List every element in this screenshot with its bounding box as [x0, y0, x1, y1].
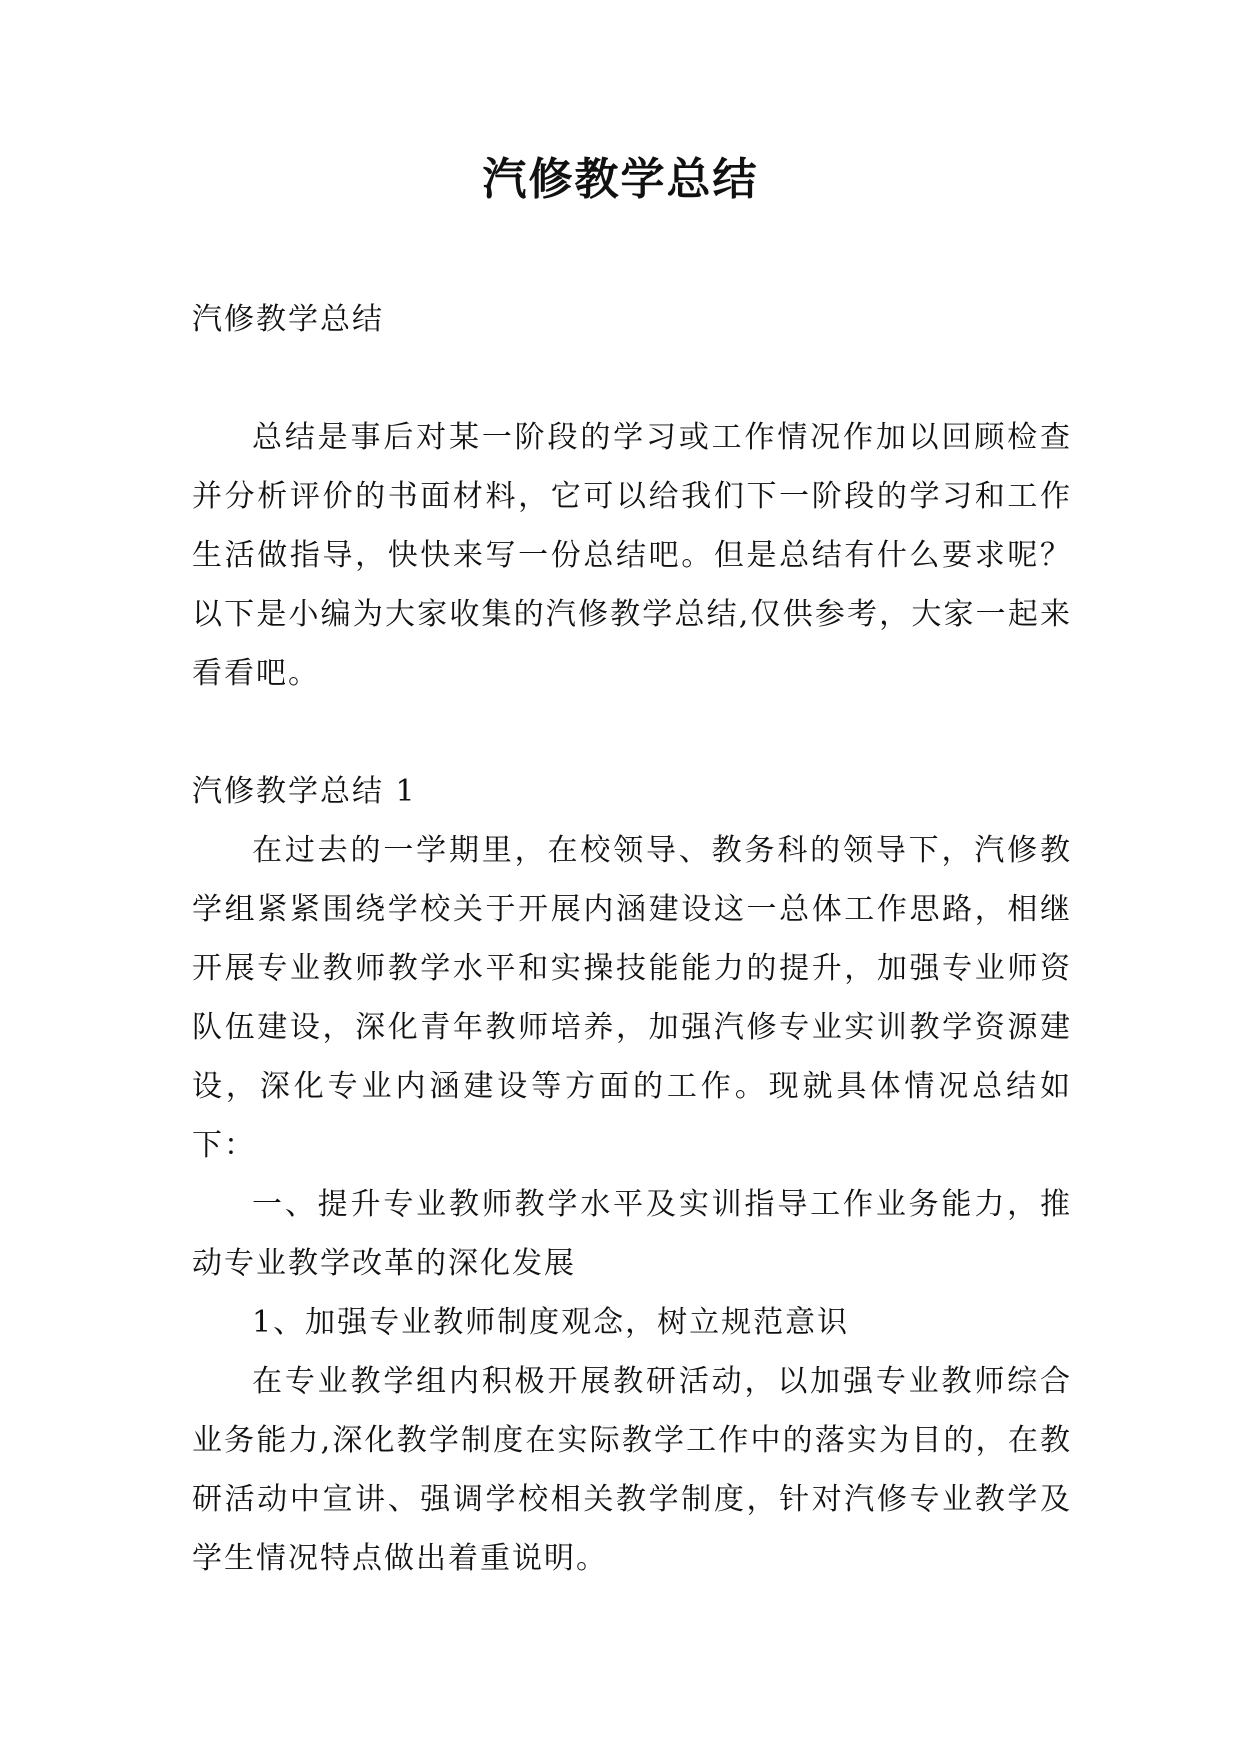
intro-paragraph: 总结是事后对某一阶段的学习或工作情况作加以回顾检查并分析评价的书面材料，它可以给我们下一阶段的学习和工作生活做指导，快快来写一份总结吧。但是总结有什么要求呢？以下是小编为大家收集的汽修教学总结,仅供参考，大家一起来看看吧。 [192, 420, 1072, 691]
body-paragraph: 在过去的一学期里，在校领导、教务科的领导下，汽修教学组紧紧围绕学校关于开展内涵建设这一总体工作思路，相继开展专业教师教学水平和实操技能能力的提升，加强专业师资队伍建设，深化青年教师培养，加强汽修专业实训教学资源建设，深化专业内涵建设等方面的工作。现就具体情况总结如下： [192, 833, 1072, 1163]
section-heading: 汽修教学总结 1 [192, 774, 417, 809]
document-title: 汽修教学总结 [482, 154, 759, 205]
spacer [192, 349, 1072, 408]
document-body [192, 290, 1072, 1588]
body-paragraph: 一、提升专业教师教学水平及实训指导工作业务能力，推动专业教学改革的深化发展 [192, 1187, 1072, 1281]
body-paragraph: 在专业教学组内积极开展教研活动，以加强专业教师综合业务能力,深化教学制度在实际教学工作中的落实为目的，在教研活动中宣讲、强调学校相关教学制度，针对汽修专业教学及学生情况特点做出着重说明。 [192, 1364, 1072, 1576]
body-paragraph: 1、加强专业教师制度观念，树立规范意识 [252, 1305, 850, 1340]
spacer [192, 703, 1072, 762]
document-subtitle: 汽修教学总结 [192, 302, 384, 337]
